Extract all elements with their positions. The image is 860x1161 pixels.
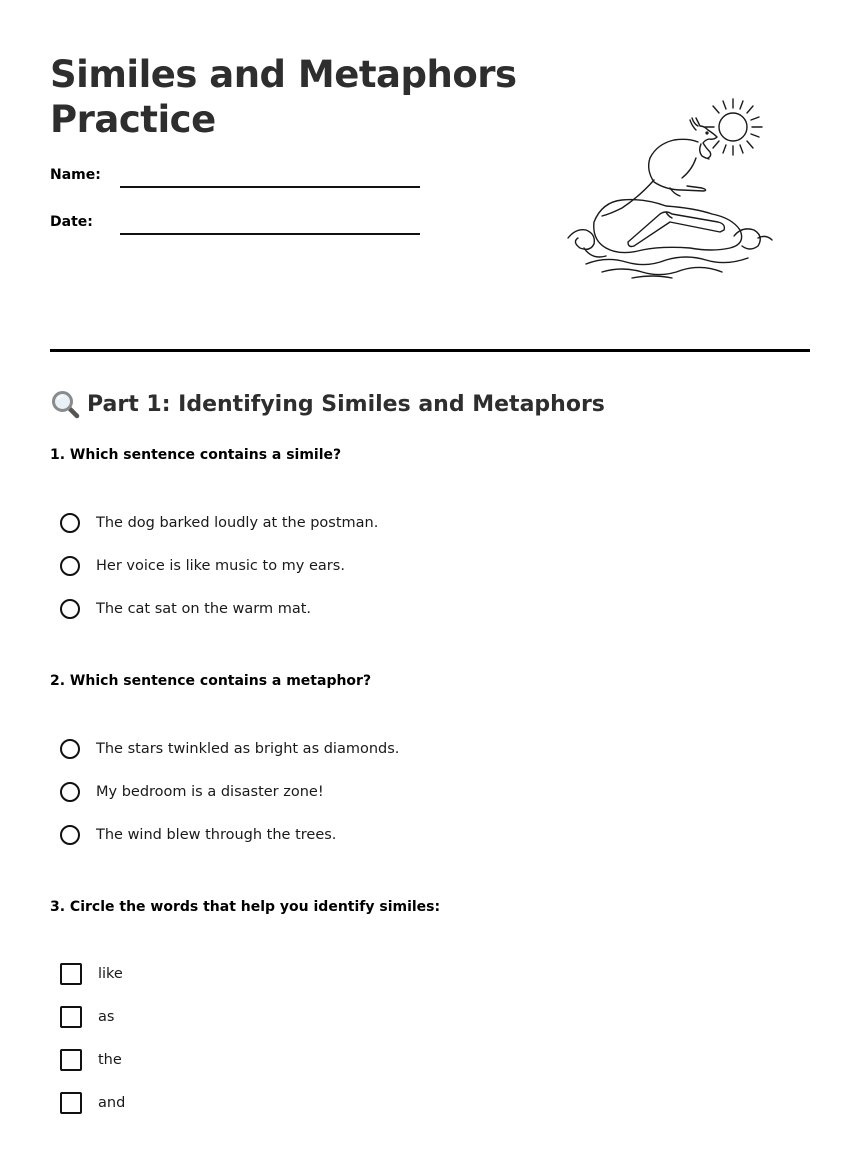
question-1-option-3[interactable] [60, 596, 311, 622]
question-1-option-2[interactable] [60, 553, 345, 579]
option-label: My bedroom is a disaster zone! [96, 784, 324, 800]
radio-button[interactable] [60, 825, 80, 845]
option-label: the [98, 1052, 122, 1068]
question-1-prompt: 1. Which sentence contains a simile? [50, 447, 342, 463]
option-label: and [98, 1095, 126, 1111]
name-label: Name: [50, 167, 101, 183]
title-line-1: Similes and Metaphors [50, 53, 517, 96]
sun-icon [705, 99, 762, 155]
name-field[interactable] [120, 186, 420, 188]
checkbox[interactable] [60, 963, 82, 985]
checkbox[interactable] [60, 1092, 82, 1114]
radio-button[interactable] [60, 513, 80, 533]
question-3-option-4[interactable] [60, 1090, 125, 1116]
question-3-option-3[interactable] [60, 1047, 122, 1073]
date-label: Date: [50, 214, 93, 230]
date-field[interactable] [120, 233, 420, 235]
option-label: The dog barked loudly at the postman. [96, 515, 379, 531]
question-3-prompt: 3. Circle the words that help you identify similes: [50, 899, 441, 915]
magnifying-glass-icon [50, 389, 80, 419]
option-label: Her voice is like music to my ears. [96, 558, 345, 574]
checkbox[interactable] [60, 1006, 82, 1028]
radio-button[interactable] [60, 739, 80, 759]
kangaroo-boomerang-sun-illustration [562, 96, 778, 282]
question-2-prompt: 2. Which sentence contains a metaphor? [50, 673, 372, 689]
option-label: like [98, 966, 123, 982]
part-1-heading-text: Part 1: Identifying Similes and Metaphors [87, 391, 605, 417]
question-3-option-2[interactable] [60, 1004, 114, 1030]
option-label: The stars twinkled as bright as diamonds. [96, 741, 400, 757]
section-divider [50, 349, 810, 352]
boomerang-icon [594, 200, 742, 253]
checkbox[interactable] [60, 1049, 82, 1071]
kangaroo-icon [602, 118, 717, 216]
worksheet-title [50, 52, 570, 142]
question-1-option-1[interactable] [60, 510, 378, 536]
option-label: The wind blew through the trees. [96, 827, 337, 843]
title-line-2: Practice [50, 98, 216, 141]
option-label: as [98, 1009, 115, 1025]
question-2-option-3[interactable] [60, 822, 336, 848]
part-1-heading [50, 388, 605, 420]
question-2-option-2[interactable] [60, 779, 324, 805]
option-label: The cat sat on the warm mat. [96, 601, 312, 617]
question-2-option-1[interactable] [60, 736, 399, 762]
radio-button[interactable] [60, 782, 80, 802]
radio-button[interactable] [60, 556, 80, 576]
question-3-option-1[interactable] [60, 961, 123, 987]
radio-button[interactable] [60, 599, 80, 619]
